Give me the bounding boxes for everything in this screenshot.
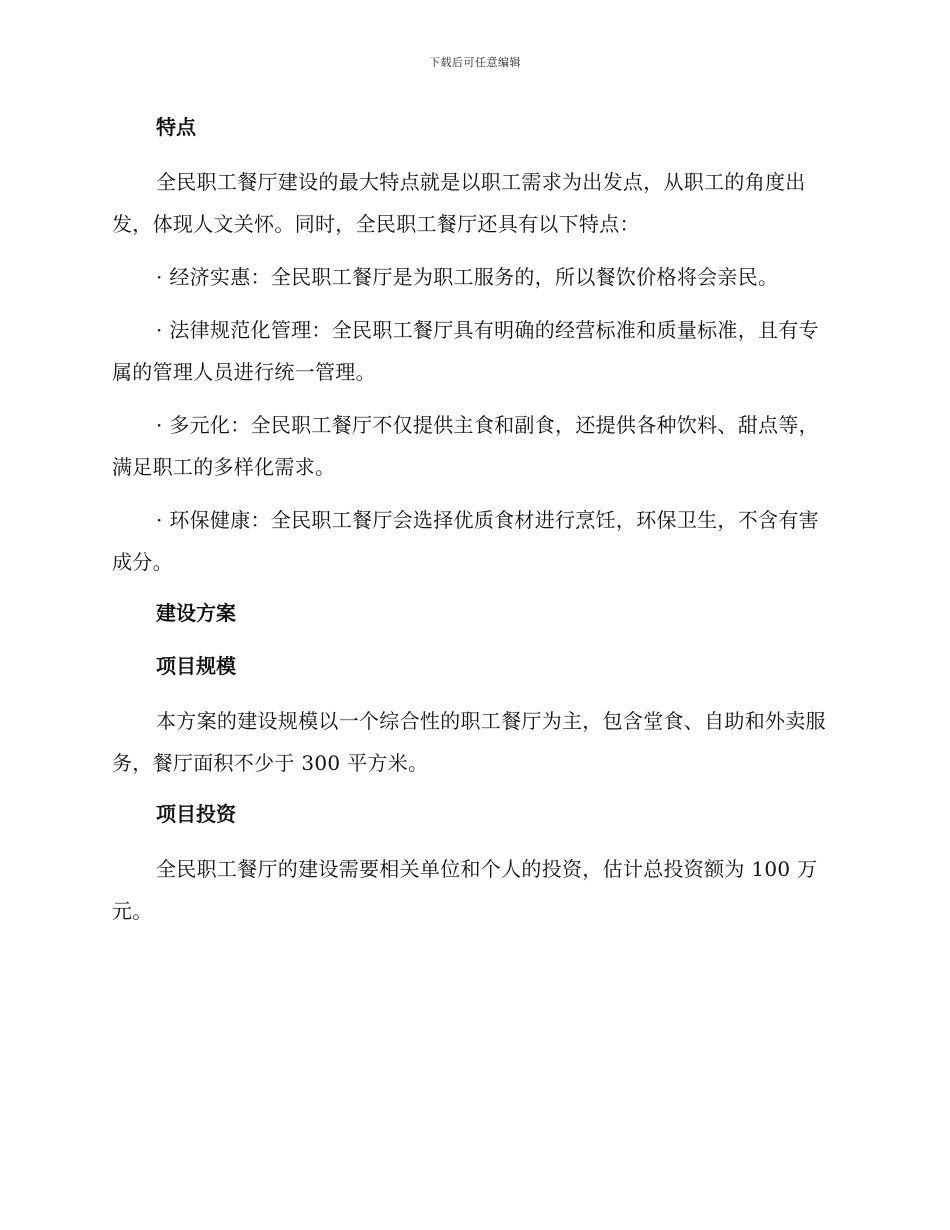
bullet-management: · 法律规范化管理：全民职工餐厅具有明确的经营标准和质量标准，且有专属的管理人员进行统一管理。 (112, 318, 819, 384)
bullet-economical: · 经济实惠：全民职工餐厅是为职工服务的，所以餐饮价格将会亲民。 (156, 265, 779, 289)
bullet-health: · 环保健康：全民职工餐厅会选择优质食材进行烹饪，环保卫生，不含有害成分。 (112, 508, 819, 574)
heading-project-investment: 项目投资 (156, 802, 236, 826)
heading-project-scale: 项目规模 (156, 654, 236, 678)
heading-features: 特点 (156, 115, 196, 139)
paragraph-features-intro: 全民职工餐厅建设的最大特点就是以职工需求为出发点，从职工的角度出发，体现人文关怀。同时，全民职工餐厅还具有以下特点： (112, 170, 806, 236)
header-note: 下载后可任意编辑 (429, 56, 521, 69)
heading-construction-plan: 建设方案 (156, 601, 236, 625)
document-body (112, 108, 832, 943)
paragraph-project-investment: 全民职工餐厅的建设需要相关单位和个人的投资，估计总投资额为 100 万元。 (112, 857, 818, 923)
paragraph-project-scale: 本方案的建设规模以一个综合性的职工餐厅为主，包含堂食、自助和外卖服务，餐厅面积不少于 300 平方米。 (112, 709, 826, 775)
bullet-diversity: · 多元化：全民职工餐厅不仅提供主食和副食，还提供各种饮料、甜点等，满足职工的多样化需求。 (112, 413, 819, 479)
